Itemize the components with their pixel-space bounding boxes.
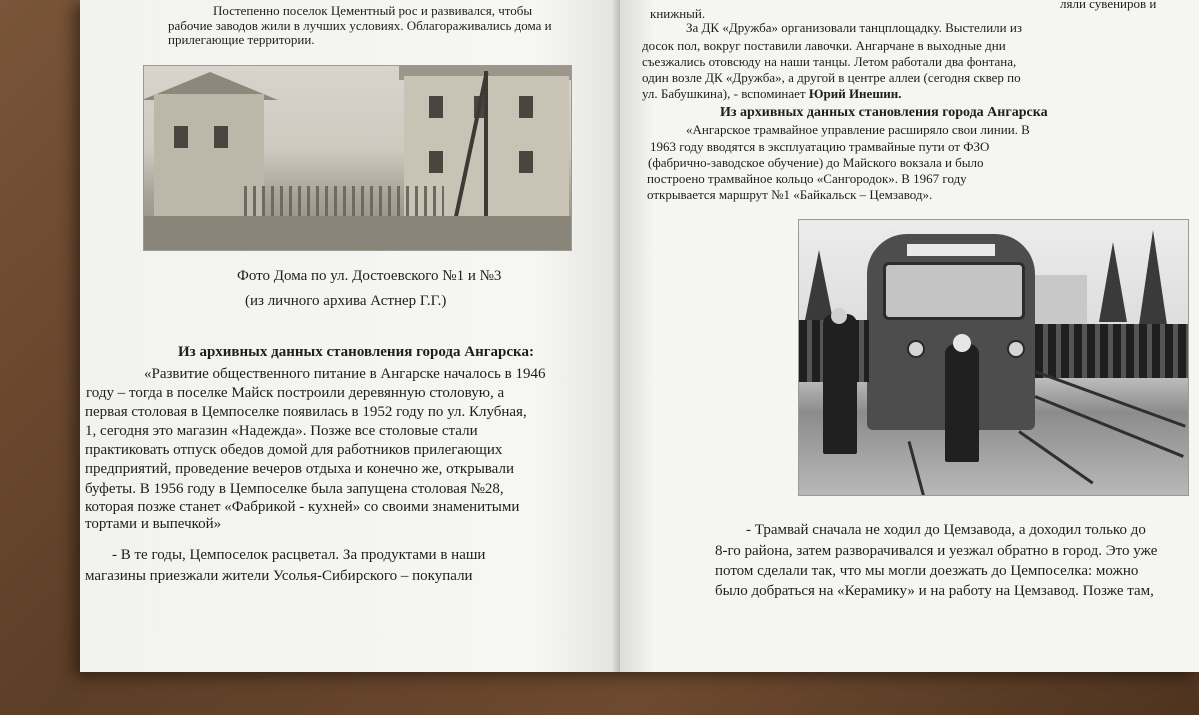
right-memory-line-4: было добраться на «Керамику» и на работу на Цемзавод. Позже там, xyxy=(715,583,1154,599)
quote-line-1: «Развитие общественного питание в Ангарске началось в 1946 xyxy=(144,366,546,382)
top-line-6-text: ул. Бабушкина), - вспоминает xyxy=(642,86,809,101)
top-line-4: съезжались отовсюду на наши танцы. Летом работали два фонтана, xyxy=(642,54,1017,69)
quote-line-2: году – тогда в поселке Майск построили деревянную столовую, а xyxy=(86,385,505,401)
right-quote-line-5: открывается маршрут №1 «Байкальск – Цемзавод». xyxy=(647,187,933,202)
photo-source: (из личного архива Астнер Г.Г.) xyxy=(245,293,447,309)
memory-line-2: магазины приезжали жители Усолья-Сибирского – покупали xyxy=(85,568,473,584)
tram-photo xyxy=(798,219,1189,496)
right-quote-line-4: построено трамвайное кольцо «Сангородок». В 1967 году xyxy=(647,171,967,186)
quote-line-4: 1, сегодня это магазин «Надежда». Позже все столовые стали xyxy=(85,423,478,439)
quote-line-6: предприятий, проведение вечеров отдыха и конечно же, открывали xyxy=(85,461,514,477)
intro-line-1: Постепенно поселок Цементный рос и развивался, чтобы xyxy=(213,3,533,18)
right-page xyxy=(620,0,1199,672)
top-line-3: досок пол, вокруг поставили лавочки. Ангарчане в выходные дни xyxy=(642,38,1006,53)
quote-line-9: тортами и выпечкой» xyxy=(85,516,222,532)
top-line-1: книжный. xyxy=(650,6,706,21)
quote-line-3: первая столовая в Цемпоселке появилась в 1952 году по ул. Клубная, xyxy=(85,404,527,420)
right-memory-line-1: - Трамвай сначала не ходил до Цемзавода, а доходил только до xyxy=(746,522,1146,538)
right-quote-line-3: (фабрично-заводское обучение) до Майского вокзала и было xyxy=(648,155,984,170)
intro-line-2: рабочие заводов жили в лучших условиях. Облагораживались дома и xyxy=(168,18,552,33)
houses-photo xyxy=(143,65,572,251)
top-line-5: один возле ДК «Дружба», а другой в центре аллеи (сегодня сквер по xyxy=(642,70,1021,85)
top-line-2: За ДК «Дружба» организовали танцплощадку. Выстелили из xyxy=(686,20,1022,35)
top-right-fragment: ляли сувениров и xyxy=(1060,0,1157,11)
left-page xyxy=(80,0,620,672)
photo-caption: Фото Дома по ул. Достоевского №1 и №3 xyxy=(237,268,502,284)
right-quote-line-1: «Ангарское трамвайное управление расширяло свои линии. В xyxy=(686,122,1030,137)
quote-line-7: буфеты. В 1956 году в Цемпоселке была запущена столовая №28, xyxy=(85,481,504,497)
right-memory-line-3: потом сделали так, что мы могли доезжать до Цемпоселка: можно xyxy=(715,563,1139,579)
section-heading-left: Из архивных данных становления города Ангарска: xyxy=(178,344,534,360)
memory-line-1: - В те годы, Цемпоселок расцветал. За продуктами в наши xyxy=(112,547,486,563)
author-name: Юрий Инешин. xyxy=(808,86,902,101)
quote-line-5: практиковать отпуск обедов домой для работников прилегающих xyxy=(85,442,503,458)
right-memory-line-2: 8-го района, затем разворачивался и уезжал обратно в город. Это уже xyxy=(715,543,1158,559)
open-booklet xyxy=(80,0,1199,672)
right-quote-line-2: 1963 году вводятся в эксплуатацию трамвайные пути от ФЗО xyxy=(650,139,990,154)
top-line-6 xyxy=(642,86,902,102)
intro-line-3: прилегающие территории. xyxy=(168,32,315,47)
quote-line-8: которая позже станет «Фабрикой - кухней» со своими знаменитыми xyxy=(85,499,520,515)
section-heading-right: Из архивных данных становления города Ангарска xyxy=(720,105,1048,120)
